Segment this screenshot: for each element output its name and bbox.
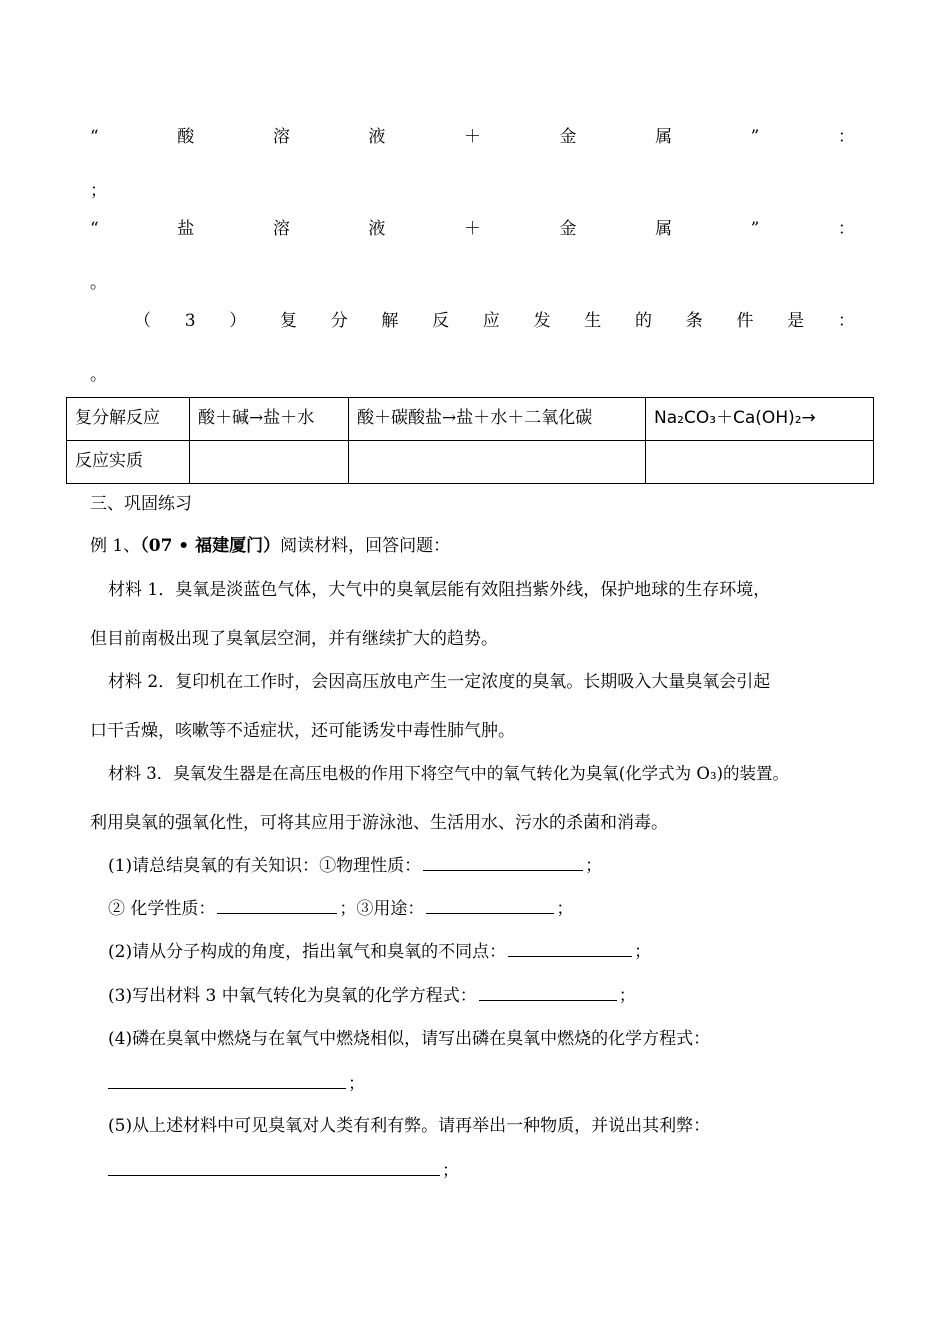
colon: ： (837, 127, 855, 147)
text-char: ＋ (463, 127, 481, 147)
line2-end: 。 (90, 273, 107, 293)
table-cell-empty[interactable] (646, 441, 874, 484)
text-char: 解 (381, 311, 399, 331)
question-5-answer (108, 1159, 459, 1182)
semicolon: ； (339, 899, 357, 919)
text-char: 金 (559, 127, 577, 147)
question-text: ③用途： (356, 899, 425, 919)
answer-blank-physical[interactable] (423, 854, 583, 871)
text-char: 液 (368, 219, 386, 239)
question-text: (2)请从分子构成的角度，指出氧气和臭氧的不同点： (108, 942, 507, 962)
text-char: 应 (482, 311, 500, 331)
quote-close: ” (750, 219, 760, 239)
text-char: 盐 (177, 219, 195, 239)
text-char: 条 (685, 311, 703, 331)
material-2-line-2: 口干舌燥，咳嗽等不适症状，还可能诱发中毒性肺气肿。 (90, 721, 515, 741)
text-char: 分 (330, 311, 348, 331)
answer-blank-q3[interactable] (479, 984, 617, 1001)
question-1a (108, 854, 602, 877)
answer-blank-q5[interactable] (108, 1159, 440, 1176)
text-char: 的 (635, 311, 653, 331)
semicolon: ； (442, 1161, 459, 1181)
example-source: （07 • 福建厦门） (140, 536, 281, 556)
line3-end: 。 (90, 365, 107, 385)
text-char: （ (134, 311, 151, 331)
question-2 (108, 940, 651, 963)
material-1-line-1: 材料 1．臭氧是淡蓝色气体，大气中的臭氧层能有效阻挡紫外线，保护地球的生存环境， (108, 580, 771, 600)
text-char: 发 (533, 311, 551, 331)
reaction-table (66, 397, 874, 484)
material-3-line-1: 材料 3．臭氧发生器是在高压电极的作用下将空气中的氧气转化为臭氧(化学式为 O₃)的装置。 (108, 764, 790, 783)
table-cell-empty[interactable] (349, 441, 646, 484)
semicolon: ； (618, 986, 636, 1006)
material-1-line-2: 但目前南极出现了臭氧层空洞，并有继续扩大的趋势。 (90, 629, 498, 649)
condition-line-double-decomposition (134, 310, 855, 332)
table-cell: 反应实质 (67, 441, 190, 484)
material-2-line-1: 材料 2．复印机在工作时，会因高压放电产生一定浓度的臭氧。长期吸入大量臭氧会引起 (108, 672, 771, 692)
text-char: 溶 (272, 127, 290, 147)
example-instruction: 阅读材料，回答问题： (280, 536, 451, 556)
text-char: 3 (184, 311, 196, 331)
question-text: ② 化学性质： (108, 899, 216, 919)
quote-open: “ (90, 219, 99, 239)
table-cell: 复分解反应 (67, 398, 190, 441)
table-cell-empty[interactable] (190, 441, 349, 484)
text-char: 液 (368, 127, 386, 147)
text-char: 属 (655, 219, 673, 239)
question-4-answer (108, 1072, 365, 1095)
section-title: 三、巩固练习 (90, 494, 192, 514)
answer-blank-q2[interactable] (508, 940, 632, 957)
text-char: 酸 (177, 127, 195, 147)
semicolon: ； (634, 942, 652, 962)
example-prefix: 例 1、 (90, 536, 141, 556)
text-char: 溶 (272, 219, 290, 239)
text-char: 属 (655, 127, 673, 147)
text-char: 复 (279, 311, 297, 331)
answer-blank-q4[interactable] (108, 1072, 346, 1089)
quote-close: ” (750, 127, 760, 147)
colon: ： (837, 311, 855, 331)
semicolon: ； (556, 899, 574, 919)
line1-end: ； (90, 181, 107, 201)
answer-blank-use[interactable] (426, 897, 554, 914)
quote-open: “ (90, 127, 99, 147)
table-cell: Na₂CO₃＋Ca(OH)₂→ (646, 398, 874, 441)
semicolon: ； (585, 856, 603, 876)
question-text: (1)请总结臭氧的有关知识：①物理性质： (108, 856, 422, 876)
table-row (67, 398, 874, 441)
text-char: 金 (559, 219, 577, 239)
condition-line-salt-metal (90, 218, 855, 240)
text-char: 生 (584, 311, 602, 331)
question-1b (108, 897, 573, 920)
question-text: (3)写出材料 3 中氧气转化为臭氧的化学方程式： (108, 986, 477, 1006)
answer-blank-chemical[interactable] (217, 897, 337, 914)
colon: ： (837, 219, 855, 239)
question-4: (4)磷在臭氧中燃烧与在氧气中燃烧相似，请写出磷在臭氧中燃烧的化学方程式： (108, 1029, 711, 1049)
semicolon: ； (348, 1074, 365, 1094)
text-char: ） (229, 311, 247, 331)
question-3 (108, 984, 636, 1007)
material-3-line-2: 利用臭氧的强氧化性，可将其应用于游泳池、生活用水、污水的杀菌和消毒。 (90, 813, 668, 833)
example-heading (90, 535, 450, 557)
text-char: 件 (736, 311, 754, 331)
text-char: 是 (787, 311, 805, 331)
text-char: 反 (432, 311, 450, 331)
question-5: (5)从上述材料中可见臭氧对人类有利有弊。请再举出一种物质，并说出其利弊： (108, 1116, 711, 1136)
condition-line-acid-metal (90, 126, 855, 148)
table-row (67, 441, 874, 484)
text-char: ＋ (463, 219, 481, 239)
table-cell: 酸＋碳酸盐→盐＋水＋二氧化碳 (349, 398, 646, 441)
table-cell: 酸＋碱→盐＋水 (190, 398, 349, 441)
